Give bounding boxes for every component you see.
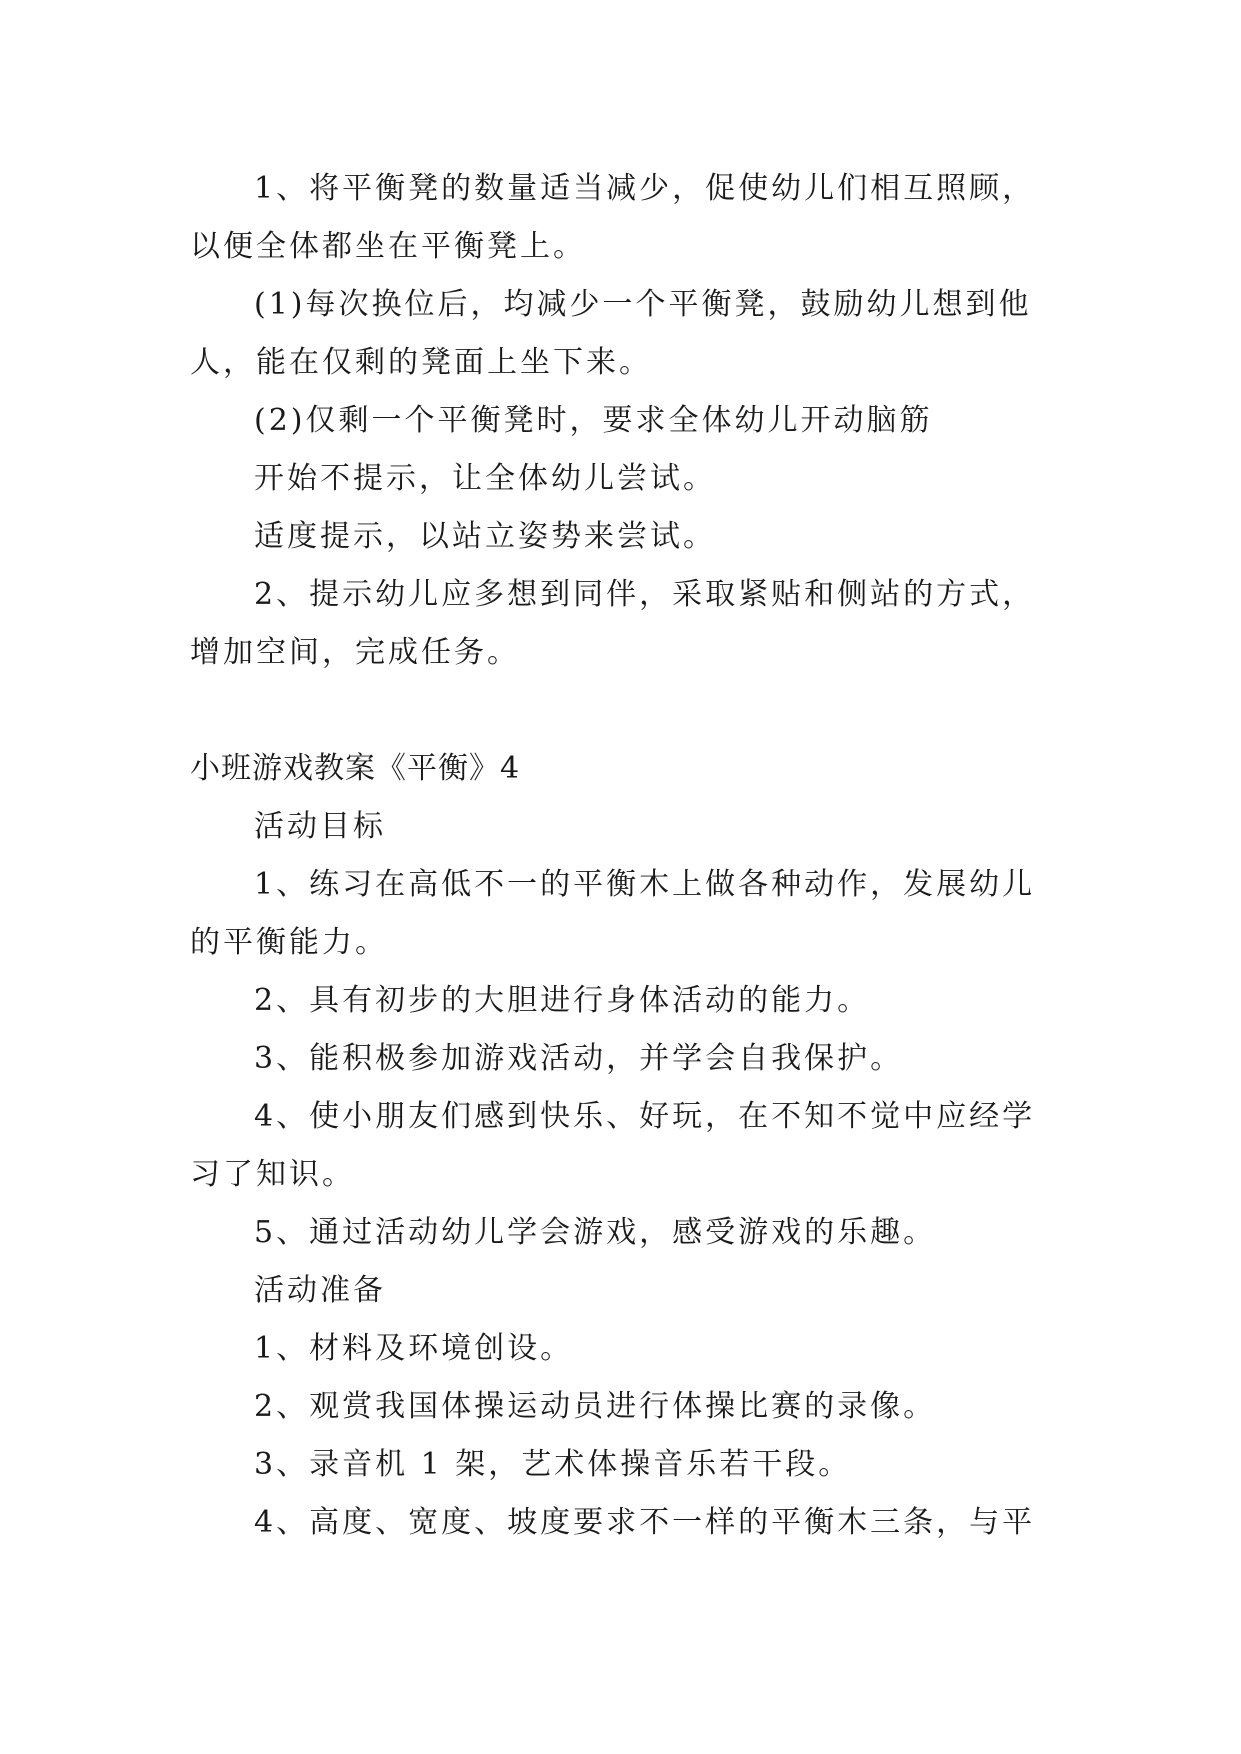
goal-item: 2、具有初步的大胆进行身体活动的能力。 — [254, 983, 871, 1018]
prep-item: 4、高度、宽度、坡度要求不一样的平衡木三条，与平 — [254, 1505, 1036, 1540]
paragraph: (2)仅剩一个平衡凳时，要求全体幼儿开动脑筋 — [254, 403, 933, 438]
document-body — [190, 160, 1060, 1552]
paragraph: (1)每次换位后，均减少一个平衡凳，鼓励幼儿想到他人，能在仅剩的凳面上坐下来。 — [190, 287, 1032, 380]
prep-item: 2、观赏我国体操运动员进行体操比赛的录像。 — [254, 1389, 937, 1424]
paragraph: 适度提示，以站立姿势来尝试。 — [254, 519, 716, 554]
prep-item: 1、材料及环境创设。 — [254, 1331, 574, 1366]
paragraph: 1、将平衡凳的数量适当减少，促使幼儿们相互照顾，以便全体都坐在平衡凳上。 — [190, 171, 1036, 264]
subheading-goals: 活动目标 — [254, 809, 386, 844]
goal-item: 1、练习在高低不一的平衡木上做各种动作，发展幼儿的平衡能力。 — [190, 867, 1036, 960]
subheading-prep: 活动准备 — [254, 1273, 386, 1308]
goal-item: 5、通过活动幼儿学会游戏，感受游戏的乐趣。 — [254, 1215, 937, 1250]
paragraph: 2、提示幼儿应多想到同伴，采取紧贴和侧站的方式，增加空间，完成任务。 — [190, 577, 1036, 670]
prep-item: 3、录音机 1 架，艺术体操音乐若干段。 — [254, 1447, 852, 1482]
goal-item: 3、能积极参加游戏活动，并学会自我保护。 — [254, 1041, 904, 1076]
section-gap — [190, 682, 1060, 740]
section-title: 小班游戏教案《平衡》4 — [190, 751, 521, 786]
goal-item: 4、使小朋友们感到快乐、好玩，在不知不觉中应经学习了知识。 — [190, 1099, 1036, 1192]
paragraph: 开始不提示，让全体幼儿尝试。 — [254, 461, 716, 496]
